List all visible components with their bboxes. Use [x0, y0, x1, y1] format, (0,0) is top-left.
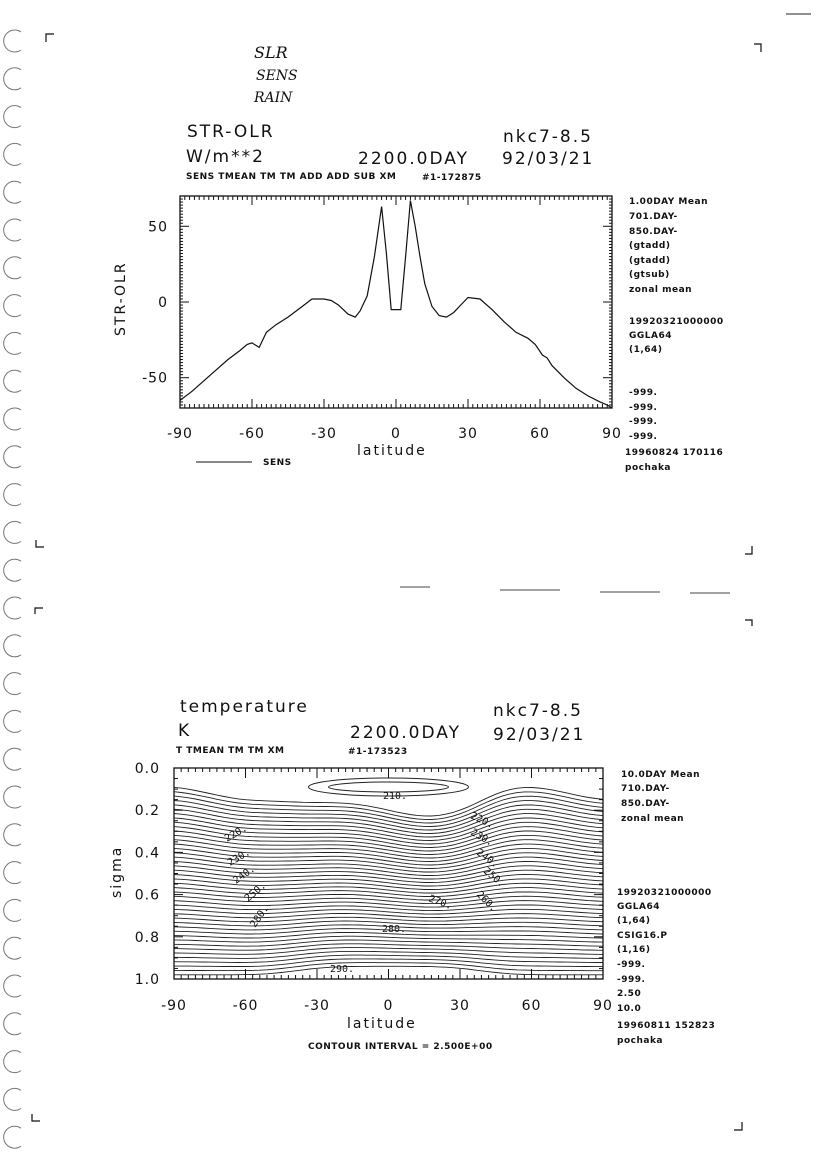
side-info-line: -999.: [629, 388, 658, 398]
contour-label: 250.: [242, 880, 269, 905]
plot1-side-info: [625, 197, 724, 473]
binder-hole: [4, 484, 21, 506]
plot1-y-axis-label: STR-OLR: [113, 261, 129, 336]
side-info-line: 19920321000000: [617, 888, 712, 898]
side-info-line: -999.: [617, 975, 646, 985]
side-info-line: 701.DAY-: [629, 212, 678, 222]
plot2-id: #1-173523: [348, 747, 408, 757]
y-tick-label: 0.6: [134, 887, 160, 904]
x-tick-label: -90: [167, 426, 193, 442]
side-info-line: 19960811 152823: [617, 1021, 716, 1031]
side-info-line: -999.: [629, 432, 658, 442]
plot2-chart: [109, 761, 613, 1052]
binder-hole: [4, 295, 21, 317]
contour-label: 280.: [248, 903, 272, 930]
fold-marks: [400, 587, 730, 593]
plot1-frame: [180, 196, 612, 408]
binder-hole: [4, 446, 21, 468]
side-info-line: pochaka: [625, 463, 671, 473]
contour-label: 220.: [223, 823, 250, 845]
side-info-line: 19960824 170116: [625, 448, 724, 458]
contour-label: 280.: [382, 924, 407, 935]
y-tick-label: 1.0: [134, 972, 160, 988]
plot2-side-info: [617, 770, 715, 1046]
plot1-header: [186, 122, 594, 183]
contour-label: 220.: [468, 810, 496, 831]
plot1-id: #1-172875: [422, 173, 482, 183]
series-line-sens: [180, 201, 612, 409]
x-tick-label: 0: [391, 426, 401, 442]
plot2-time: 2200.0DAY: [350, 723, 461, 743]
contour-label: 240.: [474, 847, 501, 871]
contour-label: 290.: [330, 964, 355, 975]
side-info-line: (1,16): [617, 945, 651, 955]
plot2-run: nkc7-8.5: [493, 701, 583, 721]
binder-hole: [4, 106, 21, 128]
binder-hole: [4, 673, 21, 695]
handwritten-notes: [253, 43, 298, 106]
x-tick-label: -30: [304, 998, 330, 1014]
binder-hole: [4, 710, 21, 732]
x-tick-label: -90: [161, 998, 187, 1014]
side-info-line: 850.DAY-: [629, 227, 678, 237]
x-tick-label: -30: [311, 426, 337, 442]
binder-hole: [4, 219, 21, 241]
x-tick-label: 30: [450, 998, 470, 1014]
plot1-units: W/m**2: [186, 147, 265, 167]
binder-hole: [4, 899, 21, 921]
contour-interval-note: CONTOUR INTERVAL = 2.500E+00: [308, 1042, 493, 1052]
y-tick-label: 0: [158, 295, 168, 311]
side-info-line: 710.DAY-: [621, 784, 670, 794]
plot2-header: [176, 697, 585, 757]
x-tick-label: 30: [458, 426, 478, 442]
binder-hole: [4, 370, 21, 392]
plot2-date: 92/03/21: [493, 725, 586, 745]
binder-hole: [4, 181, 21, 203]
plot1-ticks: [180, 196, 612, 408]
x-tick-label: 0: [383, 998, 394, 1014]
y-tick-label: 50: [148, 219, 168, 236]
plot1-run: nkc7-8.5: [503, 127, 593, 147]
binder-hole: [4, 143, 21, 165]
contour-line: [174, 944, 603, 951]
plot2-x-axis-label: latitude: [347, 1016, 417, 1032]
binder-hole: [4, 1051, 21, 1073]
x-tick-label: 90: [593, 998, 613, 1014]
x-tick-label: 90: [602, 426, 622, 442]
binder-hole: [4, 1013, 21, 1035]
contour-label: 230.: [226, 847, 253, 869]
plot1-chart: [113, 196, 622, 468]
plot1-y-tick-labels: [142, 219, 168, 386]
side-info-line: 10.0DAY Mean: [621, 770, 700, 780]
side-info-line: 19920321000000: [629, 317, 724, 327]
binder-hole: [4, 824, 21, 846]
binder-hole: [4, 975, 21, 997]
side-info-line: zonal mean: [621, 814, 685, 824]
plot1-ops: SENS TMEAN TM TM ADD ADD SUB XM: [186, 172, 397, 182]
y-tick-label: -50: [142, 370, 168, 387]
plot2-title: temperature: [180, 697, 309, 717]
contour-line: [174, 914, 603, 918]
binder-hole: [4, 862, 21, 884]
handwritten-note: SLR: [254, 43, 288, 62]
binder-hole: [4, 257, 21, 279]
contour-label: 230.: [468, 827, 495, 849]
contour-line: [174, 940, 603, 946]
binder-hole: [4, 332, 21, 354]
binder-hole: [4, 68, 21, 90]
binder-hole: [4, 597, 21, 619]
plot1-date: 92/03/21: [502, 149, 595, 169]
handwritten-note: RAIN: [254, 90, 293, 106]
side-info-line: (1,64): [617, 916, 651, 926]
binder-hole: [4, 30, 21, 52]
y-tick-label: 0.0: [134, 761, 160, 777]
binder-hole: [4, 786, 21, 808]
y-tick-label: 0.4: [134, 845, 160, 862]
binder-hole: [4, 1126, 21, 1148]
binder-hole: [4, 937, 21, 959]
side-info-line: pochaka: [617, 1036, 663, 1046]
plot1-title: STR-OLR: [187, 122, 275, 142]
side-info-line: (1,64): [629, 345, 663, 355]
binder-hole: [4, 748, 21, 770]
plot2-units: K: [178, 721, 192, 741]
side-info-line: (gtsub): [629, 270, 670, 280]
side-info-line: -999.: [617, 960, 646, 970]
legend-label: SENS: [263, 458, 292, 468]
binder-hole: [4, 408, 21, 430]
binder-hole: [4, 635, 21, 657]
contour-line: [174, 917, 603, 922]
binder-hole: [4, 521, 21, 543]
plot2-ops: T TMEAN TM TM XM: [176, 746, 285, 756]
contour-label: 210.: [383, 791, 408, 802]
x-tick-label: 60: [530, 426, 550, 442]
binder-hole: [4, 559, 21, 581]
contour-label: 270.: [426, 893, 454, 913]
side-info-line: 2.50: [617, 989, 642, 999]
plot1-x-tick-labels: [167, 426, 622, 442]
side-info-line: GGLA64: [617, 902, 660, 912]
side-info-line: -999.: [629, 403, 658, 413]
contour-label: 250.: [481, 865, 507, 890]
y-tick-label: 0.2: [134, 803, 160, 820]
side-info-line: 850.DAY-: [621, 799, 670, 809]
side-info-line: zonal mean: [629, 285, 693, 295]
side-info-line: 10.0: [617, 1004, 642, 1014]
side-info-line: 1.00DAY Mean: [629, 197, 708, 207]
handwritten-note: SENS: [256, 68, 298, 84]
contour-label: 260.: [473, 889, 499, 915]
binder-holes: [4, 30, 21, 1148]
plot2-y-tick-labels: [135, 761, 160, 988]
side-info-line: CSIG16.P: [617, 931, 668, 941]
plot1-time: 2200.0DAY: [358, 149, 469, 169]
x-tick-label: -60: [232, 998, 259, 1014]
x-tick-label: 60: [521, 998, 542, 1014]
side-info-line: (gtadd): [629, 256, 671, 266]
contour-label: 240.: [231, 863, 258, 887]
plot2-x-tick-labels: [161, 998, 613, 1014]
binder-hole: [4, 1088, 21, 1110]
y-tick-label: 0.8: [134, 929, 160, 946]
contour-line: [174, 901, 603, 908]
plot1-x-axis-label: latitude: [357, 443, 427, 459]
contour-line: [174, 909, 603, 914]
plot2-y-axis-label: sigma: [109, 845, 125, 898]
side-info-line: -999.: [629, 417, 658, 427]
side-info-line: (gtadd): [629, 241, 671, 251]
side-info-line: GGLA64: [629, 331, 672, 341]
x-tick-label: -60: [239, 426, 265, 442]
